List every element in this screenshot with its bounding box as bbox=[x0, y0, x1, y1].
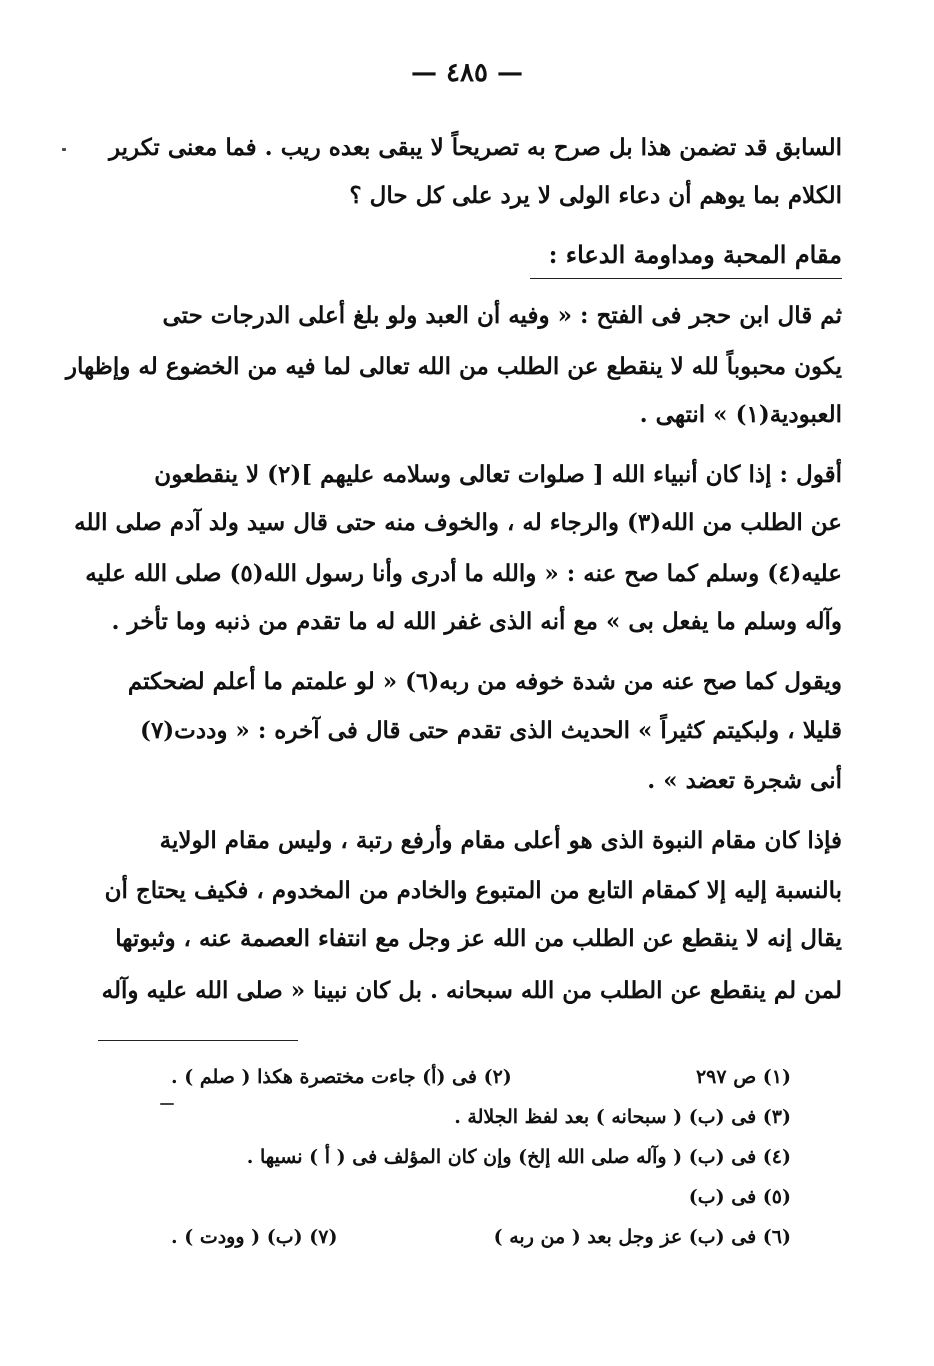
footnote-6: (٦) فى (ب) عز وجل بعد ( من ربه ) bbox=[493, 1226, 791, 1248]
footnote-row bbox=[171, 1064, 791, 1090]
footnote-5: (٥) فى (ب) bbox=[688, 1186, 791, 1208]
paragraph-line: يكون محبوباً لله لا ينقطع عن الطلب من الله تعالى لما فيه من الخضوع له وإظهار bbox=[65, 353, 842, 380]
scan-speck bbox=[160, 1103, 174, 1105]
footnote-4: (٤) فى (ب) ( وآله صلى الله إلخ) وإن كان المؤلف فى ( أ ) نسيها . bbox=[246, 1146, 791, 1168]
paragraph-line: عليه(٤) وسلم كما صح عنه : « والله ما أدرى وأنا رسول الله(٥) صلى الله عليه bbox=[85, 560, 842, 587]
footnote-separator bbox=[98, 1040, 298, 1041]
intro-line: الكلام بما يوهم أن دعاء الولى لا يرد على كل حال ؟ bbox=[349, 182, 842, 209]
section-heading: مقام المحبة ومداومة الدعاء : bbox=[548, 240, 842, 269]
paragraph-line: بالنسبة إليه إلا كمقام التابع من المتبوع والخادم من المخدوم ، فكيف يحتاج أن bbox=[104, 877, 842, 904]
paragraph-line: عن الطلب من الله(٣) والرجاء له ، والخوف منه حتى قال سيد ولد آدم صلى الله bbox=[74, 509, 842, 536]
footnote-3: (٣) فى (ب) ( سبحانه ) بعد لفظ الجلالة . bbox=[454, 1106, 791, 1128]
scan-speck bbox=[62, 148, 66, 151]
paragraph-line: وآله وسلم ما يفعل بى » مع أنه الذى غفر الله له ما تقدم من ذنبه وما تأخر . bbox=[111, 608, 842, 635]
paragraph-line: أنى شجرة تعضد » . bbox=[647, 767, 842, 794]
intro-line: السابق قد تضمن هذا بل صرح به تصريحاً لا يبقى بعده ريب . فما معنى تكرير bbox=[108, 134, 842, 161]
footnote-row bbox=[171, 1224, 791, 1250]
footnote-7: (٧) (ب) ( وودت ) . bbox=[171, 1226, 338, 1248]
footnote-1: (١) ص ٢٩٧ bbox=[695, 1066, 791, 1088]
paragraph-line: يقال إنه لا ينقطع عن الطلب من الله عز وجل مع انتفاء العصمة عنه ، وثبوتها bbox=[115, 925, 842, 952]
page-number: — ٤٨٥ — bbox=[410, 58, 524, 88]
paragraph-line: أقول : إذا كان أنبياء الله [ صلوات تعالى وسلامه عليهم ](٢) لا ينقطعون bbox=[154, 461, 842, 488]
footnote-2: (٢) فى (أ) جاءت مختصرة هكذا ( صلم ) . bbox=[171, 1066, 512, 1088]
paragraph-line: ثم قال ابن حجر فى الفتح : « وفيه أن العبد ولو بلغ أعلى الدرجات حتى bbox=[162, 302, 842, 329]
paragraph-line: قليلا ، ولبكيتم كثيراً » الحديث الذى تقدم حتى قال فى آخره : « وددت(٧) bbox=[140, 717, 842, 744]
paragraph-line: ويقول كما صح عنه من شدة خوفه من ربه(٦) « لو علمتم ما أعلم لضحكتم bbox=[127, 668, 842, 695]
heading-underline bbox=[530, 278, 842, 279]
paragraph-line: فإذا كان مقام النبوة الذى هو أعلى مقام وأرفع رتبة ، وليس مقام الولاية bbox=[159, 827, 842, 854]
paragraph-line: العبودية(١) » انتهى . bbox=[639, 401, 842, 428]
paragraph-line: لمن لم ينقطع عن الطلب من الله سبحانه . بل كان نبينا « صلى الله عليه وآله bbox=[101, 977, 842, 1004]
